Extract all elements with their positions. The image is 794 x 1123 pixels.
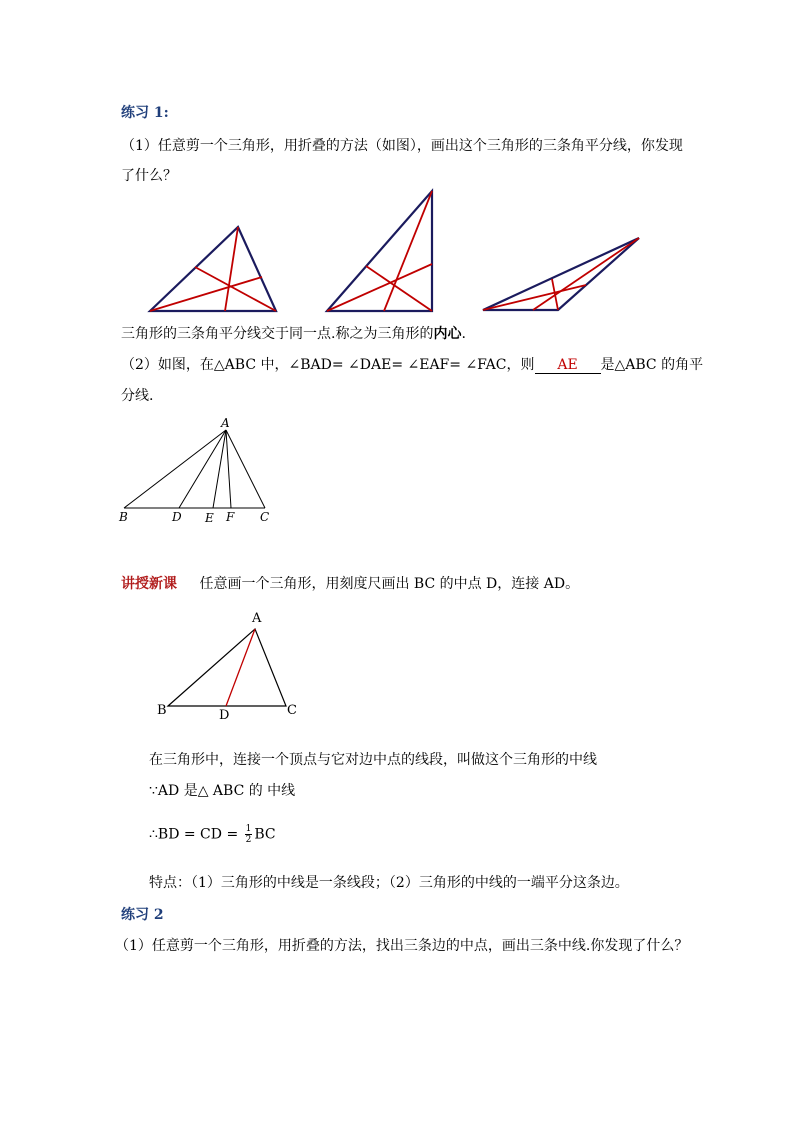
exercise1-q1-line2: 了什么？ (121, 168, 177, 184)
median-label-A: A (252, 611, 262, 626)
median-definition: 在三角形中，连接一个顶点与它对边中点的线段，叫做这个三角形的中线 (149, 752, 597, 768)
label-E: E (205, 511, 214, 525)
q2-text: （2）如图，在△ABC 中，∠BAD= ∠DAE= ∠EAF= ∠FAC，则 (121, 357, 535, 373)
exercise2-heading: 练习 2 (121, 907, 164, 923)
median-figure (168, 629, 286, 706)
half-fraction (245, 824, 253, 845)
label-F: F (226, 510, 235, 524)
label-D: D (172, 510, 182, 524)
fraction-numerator: 1 (245, 824, 252, 834)
median-label-D: D (219, 708, 230, 723)
median-features: 特点：（1）三角形的中线是一条线段；（2）三角形的中线的一端平分这条边。 (149, 875, 629, 891)
label-B: B (119, 510, 128, 524)
triangle-1 (150, 227, 276, 311)
angle-division-figure (124, 430, 265, 508)
therefore-text: ∴BD = CD = (149, 826, 239, 843)
triangle-3 (483, 238, 639, 310)
median-label-B: B (157, 703, 167, 718)
triangle-2 (327, 191, 432, 311)
median-because: ∵AD 是△ ABC 的 中线 (149, 783, 296, 799)
exercise1-q1-line1: （1）任意剪一个三角形，用折叠的方法（如图），画出这个三角形的三条角平分线，你发现 (121, 138, 683, 154)
q2-text-end: 是△ABC 的角平 (600, 357, 704, 373)
median-therefore (149, 824, 276, 845)
q2-answer-blank: AE (535, 357, 601, 374)
conclusion-term: 内心 (433, 326, 462, 342)
label-C: C (260, 510, 270, 524)
exercise1-q2-line1 (121, 354, 703, 374)
exercise1-heading: 练习 1: (121, 105, 169, 121)
therefore-bc: BC (254, 826, 276, 843)
incenter-conclusion (121, 323, 466, 343)
exercise2-q1: （1）任意剪一个三角形，用折叠的方法，找出三条边的中点，画出三条中线.你发现了什么？ (115, 938, 689, 954)
exercise1-q2-line2: 分线. (121, 388, 154, 404)
median-label-C: C (287, 703, 297, 718)
label-A: A (221, 416, 230, 430)
fraction-denominator: 2 (245, 835, 252, 845)
conclusion-period: . (461, 326, 466, 342)
conclusion-text: 三角形的三条角平分线交于同一点.称之为三角形的 (121, 326, 434, 342)
lesson-heading: 讲授新课 (121, 576, 177, 592)
lesson-instruction: 任意画一个三角形，用刻度尺画出 BC 的中点 D，连接 AD。 (199, 576, 580, 592)
lesson-line (121, 573, 579, 593)
